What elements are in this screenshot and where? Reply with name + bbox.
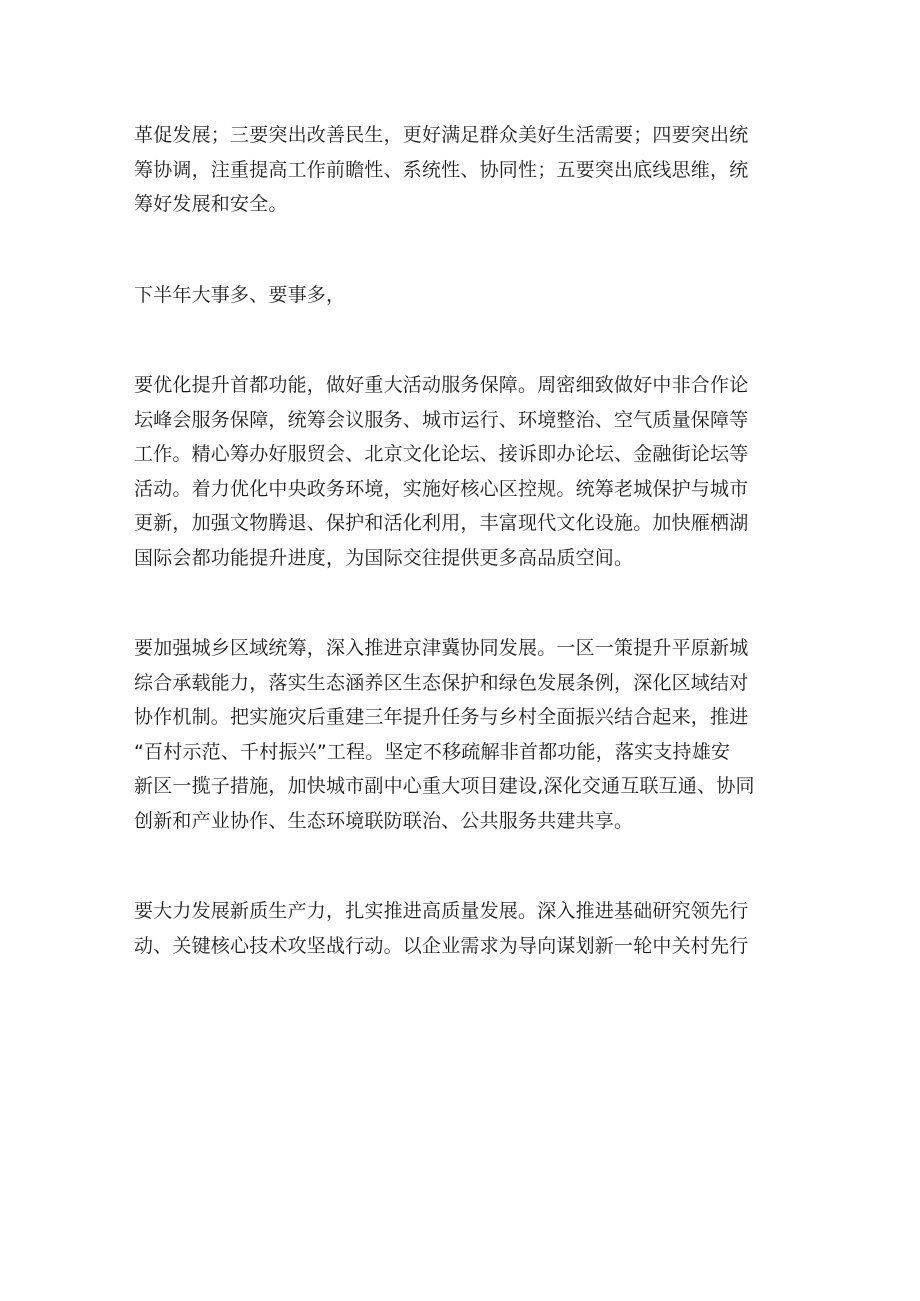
text-line: 综合承载能力，落实生态涵养区生态保护和绿色发展条例，深化区域结对 bbox=[134, 671, 749, 694]
paragraph-5 bbox=[134, 894, 784, 963]
text-line: 工作。精心筹办好服贸会、北京文化论坛、接诉即办论坛、金融街论坛等 bbox=[134, 443, 749, 465]
text-line: 坛峰会服务保障，统筹会议服务、城市运行、环境整治、空气质量保障等 bbox=[134, 408, 749, 431]
text-line: 国际会都功能提升进度，为国际交往提供更多高品质空间。 bbox=[134, 546, 634, 569]
text-line: 筹好发展和安全。 bbox=[134, 193, 288, 215]
paragraph-2 bbox=[134, 278, 784, 313]
text-line: 新区一揽子措施，加快城市副中心重大项目建设,深化交通互联互通、协同 bbox=[134, 775, 755, 797]
text-line: “百村示范、千村振兴”工程。坚定不移疏解非首都功能，落实支持雄安 bbox=[134, 740, 731, 763]
text-line: 要加强城乡区域统筹，深入推进京津冀协同发展。一区一策提升平原新城 bbox=[134, 637, 749, 659]
text-line: 筹协调，注重提高工作前瞻性、系统性、协同性；五要突出底线思维，统 bbox=[134, 158, 749, 181]
text-line: 要大力发展新质生产力，扎实推进高质量发展。深入推进基础研究领先行 bbox=[134, 900, 749, 922]
text-line: 更新，加强文物腾退、保护和活化利用，丰富现代文化设施。加快雁栖湖 bbox=[134, 512, 749, 534]
text-line: 协作机制。把实施灾后重建三年提升任务与乡村全面振兴结合起来，推进 bbox=[134, 706, 749, 728]
text-line: 动、关键核心技术攻坚战行动。以企业需求为导向谋划新一轮中关村先行 bbox=[134, 934, 749, 957]
text-line: 活动。着力优化中央政务环境，实施好核心区控规。统筹老城保护与城市 bbox=[134, 477, 749, 500]
text-line: 革促发展；三要突出改善民生，更好满足群众美好生活需要；四要突出统 bbox=[134, 124, 749, 146]
text-line: 要优化提升首都功能，做好重大活动服务保障。周密细致做好中非合作论 bbox=[134, 374, 749, 396]
paragraph-1 bbox=[134, 118, 784, 222]
document-body bbox=[134, 118, 784, 963]
text-line: 创新和产业协作、生态环境联防联治、公共服务共建共享。 bbox=[134, 809, 634, 832]
paragraph-3 bbox=[134, 368, 784, 575]
text-line: 下半年大事多、要事多， bbox=[134, 283, 346, 306]
paragraph-4 bbox=[134, 631, 784, 838]
